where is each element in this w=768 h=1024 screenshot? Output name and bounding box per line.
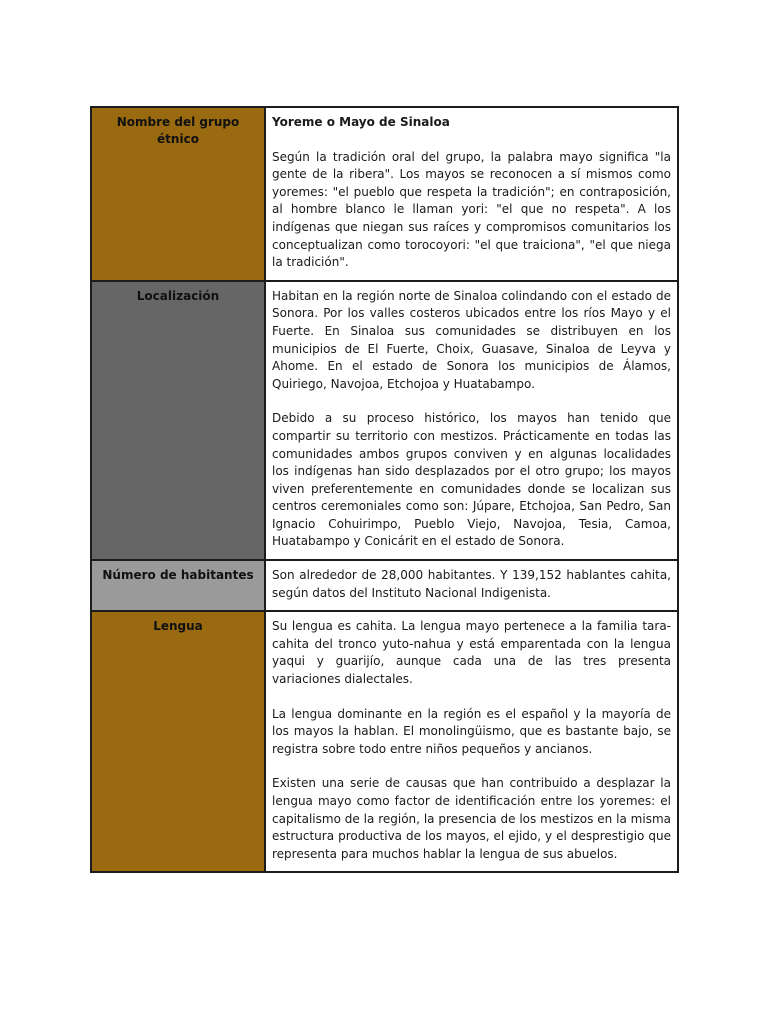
location-paragraph: Habitan en la región norte de Sinaloa colindando con el estado de Sonora. Por los valles costeros ubicados entre los ríos Mayo y el Fuerte. En Sinaloa sus comunidades se distribuyen en los municipios de El Fuerte, Choix, Guasave, Sinaloa de Leyva y Ahome. En el estado de Sonora los municipios de Álamos, Quiriego, Navojoa, Etchojoa y Huatabampo.: [272, 288, 671, 391]
group-name-heading: Yoreme o Mayo de Sinaloa: [272, 115, 450, 129]
table-row-group-name: [91, 107, 678, 281]
language-paragraph: Existen una serie de causas que han contribuido a desplazar la lengua mayo como factor de identificación entre los yoremes: el capitalismo de la región, la presencia de los mestizos en la misma estructura productiva de los mayos, el ejido, y el desprestigio que representa para muchos hablar la lengua de sus abuelos.: [272, 776, 671, 861]
label-population: Número de habitantes: [91, 560, 265, 611]
ethnic-group-info-table: [90, 106, 679, 873]
label-language: Lengua: [91, 611, 265, 872]
content-language: [265, 611, 678, 872]
language-paragraph: La lengua dominante en la región es el español y la mayoría de los mayos la hablan. El monolingüismo, que es bastante bajo, se registra sobre todo entre niños pequeños y ancianos.: [272, 706, 671, 756]
table-row-location: [91, 281, 678, 560]
content-group-name: [265, 107, 678, 281]
population-paragraph: Son alrededor de 28,000 habitantes. Y 139,152 hablantes cahita, según datos del Instituto Nacional Indigenista.: [272, 568, 671, 600]
language-paragraph: Su lengua es cahita. La lengua mayo pertenece a la familia tara-cahita del tronco yuto-nahua y está emparentada con la lengua yaqui y guarijío, aunque cada una de las tres presenta variaciones dialectales.: [272, 619, 671, 687]
group-name-paragraph: Según la tradición oral del grupo, la palabra mayo significa "la gente de la ribera". Los mayos se reconocen a sí mismos como yoremes: "el pueblo que respeta la tradición"; en contraposición, al hombre blanco le llaman yori: "el que no respeta". A los indígenas que niegan sus raíces y compromisos comunitarios los conceptualizan como torocoyori: "el que traiciona", "el que niega la tradición".: [272, 149, 671, 270]
label-location: Localización: [91, 281, 265, 560]
content-population: [265, 560, 678, 611]
label-group-name: Nombre del grupo étnico: [91, 107, 265, 281]
location-paragraph: Debido a su proceso histórico, los mayos han tenido que compartir su territorio con mestizos. Prácticamente en todas las comunidades ambos grupos conviven y en algunas localidades los indígenas han sido desplazados por el otro grupo; los mayos viven preferentemente en comunidades donde se localizan sus centros ceremoniales como son: Júpare, Etchojoa, San Pedro, San Ignacio Cohuirimpo, Pueblo Viejo, Navojoa, Tesia, Camoa, Huatabampo y Conicárit en el estado de Sonora.: [272, 411, 671, 549]
table-row-language: [91, 611, 678, 872]
table-row-population: [91, 560, 678, 611]
content-location: [265, 281, 678, 560]
